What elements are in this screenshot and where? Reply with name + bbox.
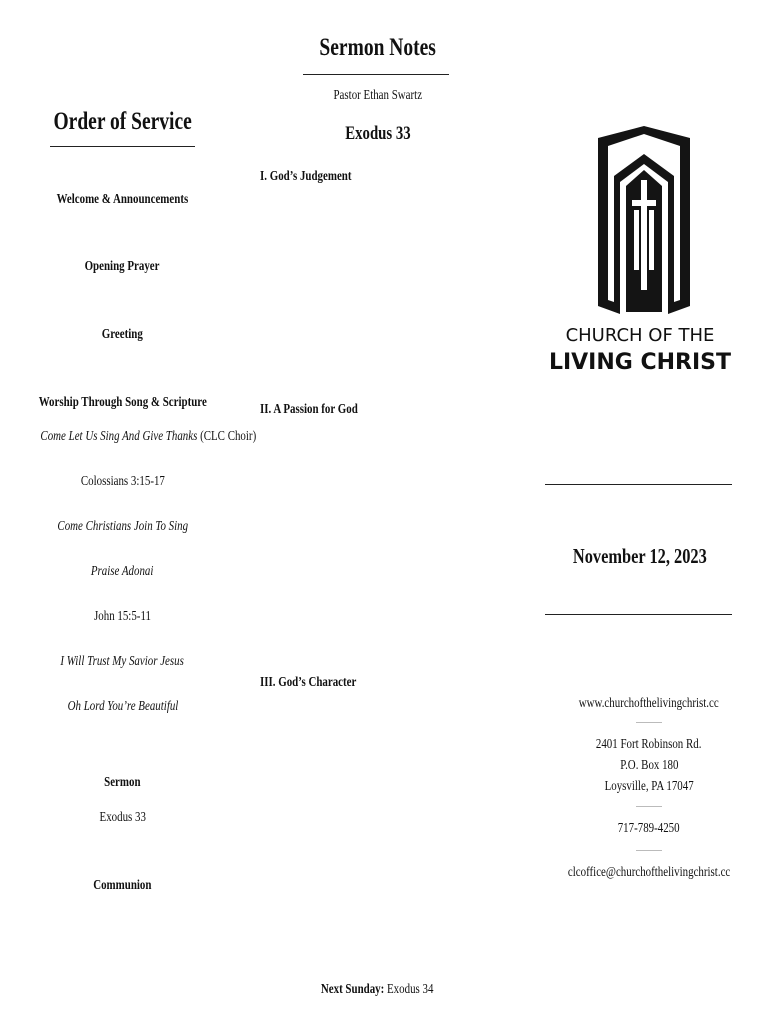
address-line-3: Loysville, PA 17047 bbox=[604, 779, 694, 794]
sermon-passage: Exodus 33 bbox=[344, 123, 411, 144]
sermon-notes-title: Sermon Notes bbox=[319, 34, 436, 61]
song-1-title: Come Let Us Sing And Give Thanks bbox=[40, 429, 198, 444]
email-link[interactable]: clcoffice@churchofthelivingchrist.cc bbox=[567, 865, 731, 880]
item-song-1 bbox=[40, 429, 256, 445]
pastor-name: Pastor Ethan Swartz bbox=[333, 88, 422, 103]
next-sunday-label: Next Sunday: bbox=[321, 982, 385, 997]
item-welcome: Welcome & Announcements bbox=[56, 192, 189, 207]
address-line-2: P.O. Box 180 bbox=[619, 758, 679, 773]
sermon-section-2: II. A Passion for God bbox=[260, 402, 358, 417]
sermon-notes-panel bbox=[255, 0, 525, 1024]
logo-line-2: LIVING CHRIST bbox=[548, 350, 732, 375]
contact-divider-1 bbox=[636, 722, 662, 723]
item-reading-1: Colossians 3:15-17 bbox=[80, 474, 165, 489]
logo-line-1: CHURCH OF THE bbox=[565, 325, 715, 346]
item-sermon-passage: Exodus 33 bbox=[99, 810, 146, 825]
item-song-5: Oh Lord You’re Beautiful bbox=[67, 699, 178, 714]
item-song-4: I Will Trust My Savior Jesus bbox=[60, 654, 185, 669]
order-of-service-panel bbox=[10, 0, 257, 1024]
sermon-title-rule bbox=[303, 74, 449, 75]
item-greeting: Greeting bbox=[101, 327, 144, 342]
order-title-rule bbox=[50, 146, 195, 147]
address-line-1: 2401 Fort Robinson Rd. bbox=[596, 737, 702, 752]
contact-divider-3 bbox=[636, 850, 662, 851]
item-worship: Worship Through Song & Scripture bbox=[38, 395, 207, 410]
item-opening-prayer: Opening Prayer bbox=[85, 259, 160, 274]
phone-number: 717-789-4250 bbox=[618, 821, 680, 836]
date-rule-bottom bbox=[545, 614, 732, 615]
service-date: November 12, 2023 bbox=[573, 544, 707, 568]
item-reading-2: John 15:5-11 bbox=[94, 609, 151, 624]
sermon-section-3: III. God’s Character bbox=[260, 675, 357, 690]
item-song-2: Come Christians Join To Sing bbox=[57, 519, 188, 534]
church-steeple-cross-logo-icon bbox=[596, 124, 692, 316]
order-of-service-title: Order of Service bbox=[53, 108, 192, 135]
item-communion: Communion bbox=[93, 878, 152, 893]
next-sunday bbox=[321, 982, 434, 998]
website-link[interactable]: www.churchofthelivingchrist.cc bbox=[578, 696, 719, 711]
date-rule-top bbox=[545, 484, 732, 485]
contact-divider-2 bbox=[636, 806, 662, 807]
song-1-note: (CLC Choir) bbox=[197, 429, 257, 444]
item-sermon: Sermon bbox=[104, 775, 141, 790]
sermon-section-1: I. God’s Judgement bbox=[260, 169, 352, 184]
item-song-3: Praise Adonai bbox=[91, 564, 154, 579]
next-sunday-value: Exodus 34 bbox=[384, 982, 434, 997]
